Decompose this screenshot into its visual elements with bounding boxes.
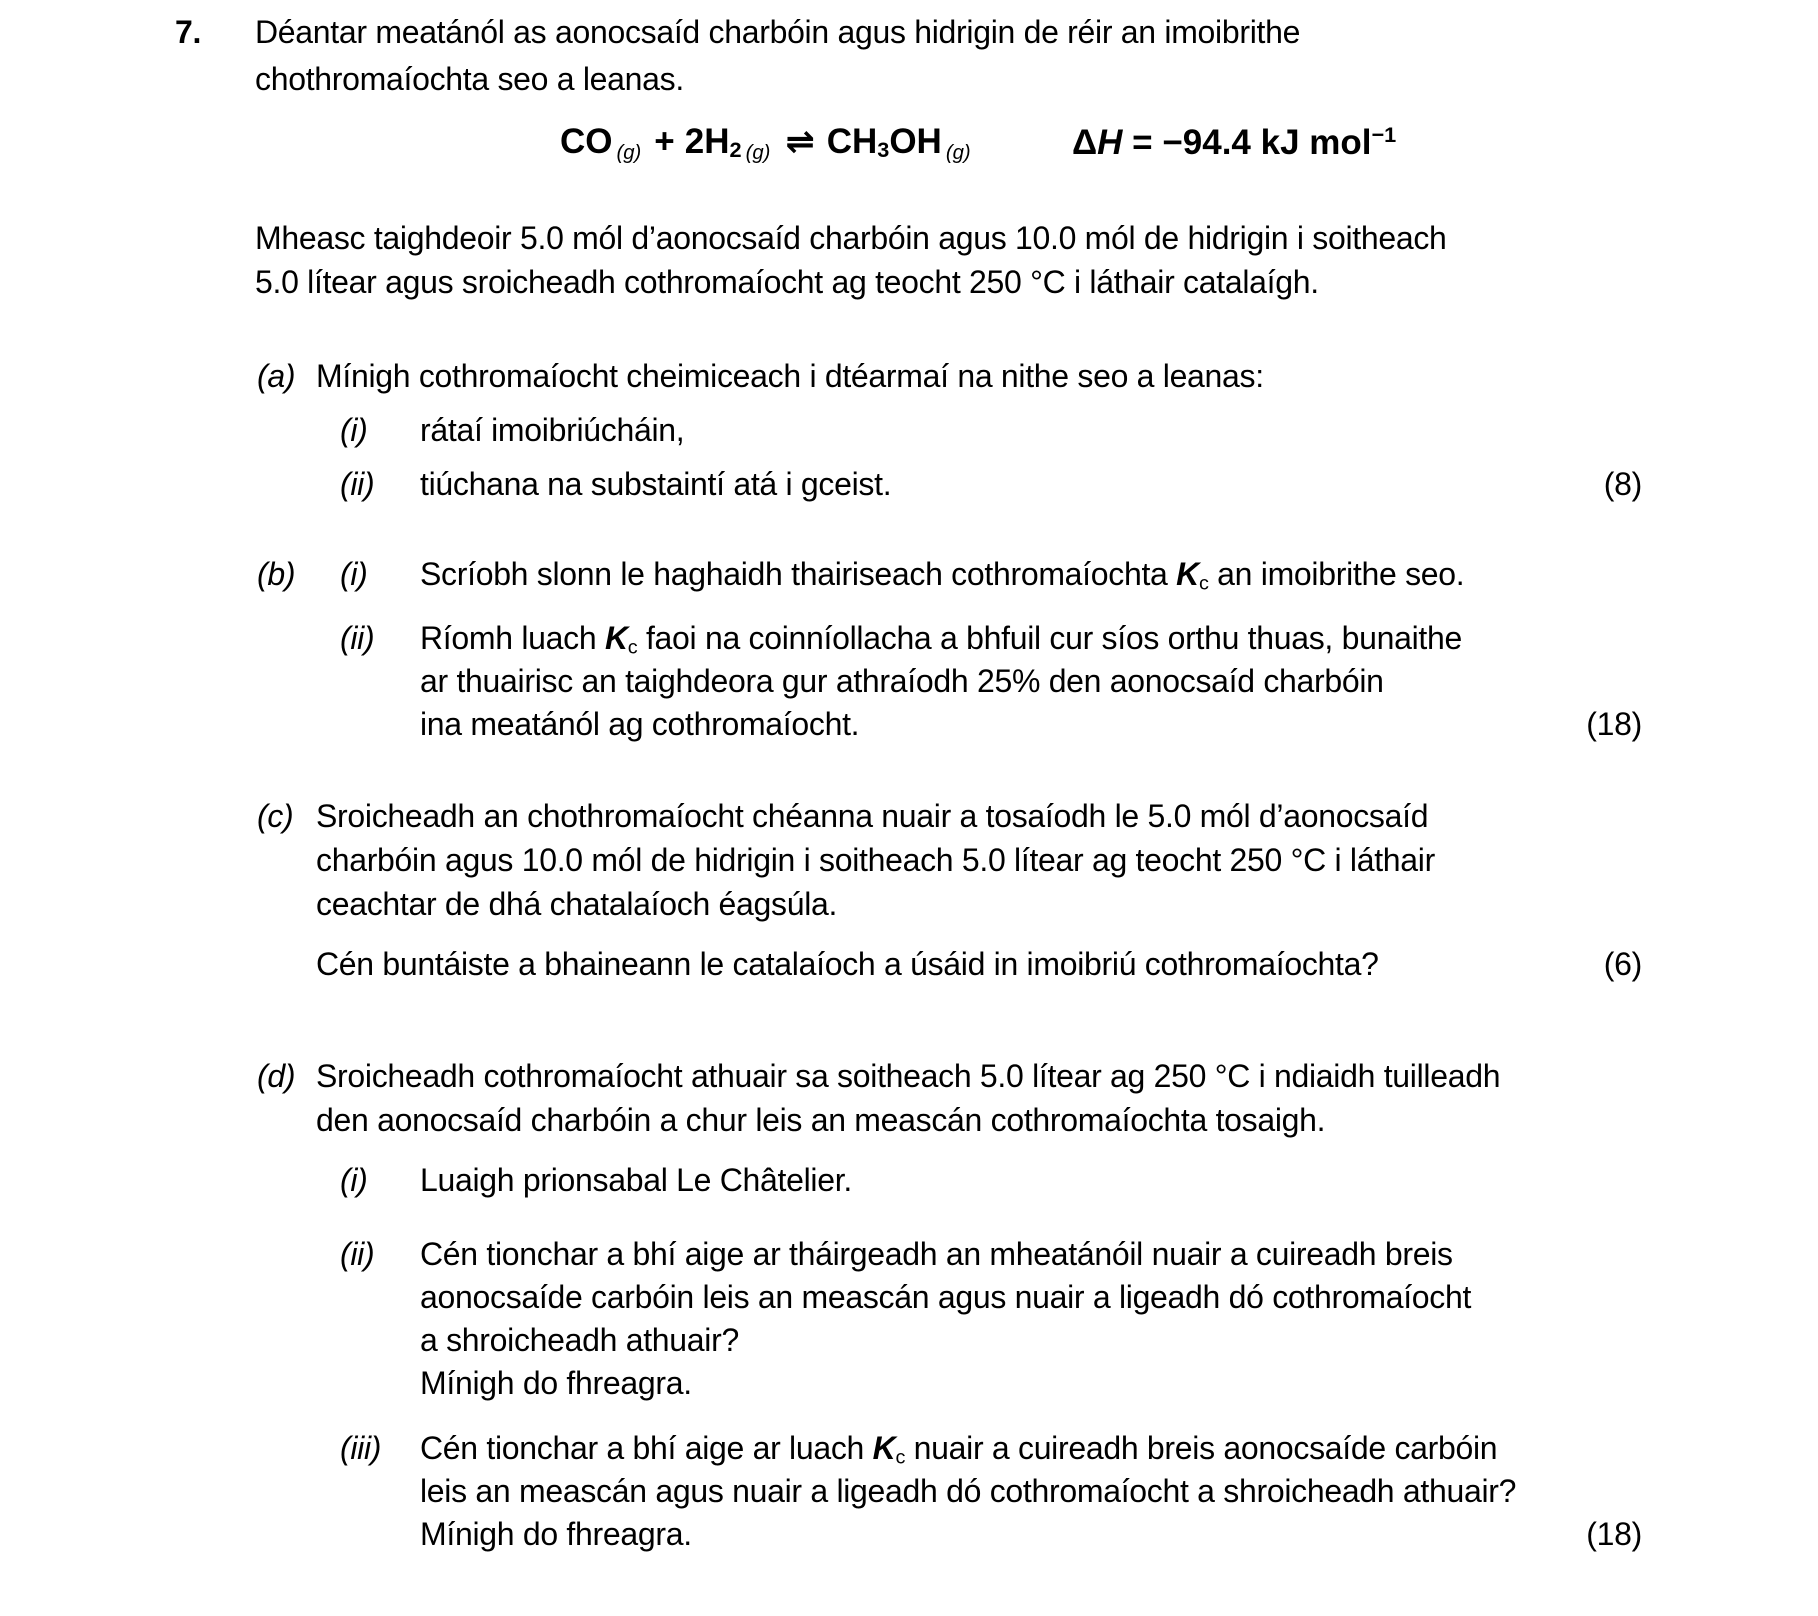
enthalpy-exponent: −1: [1371, 122, 1397, 147]
intro-line-1: Déantar meatánól as aonocsaíd charbóin agus hidrigin de réir an imoibrithe: [255, 14, 1301, 50]
part-b-item-ii-line-3: ina meatánól ag cothromaíocht.: [420, 706, 860, 742]
part-a-item-ii-row: [0, 466, 1818, 512]
item-text-segment: Scríobh slonn le haghaidh thairiseach cothromaíochta: [420, 556, 1177, 592]
enthalpy-expression: [1072, 122, 1396, 163]
part-d-item-ii-line-1: Cén tionchar a bhí aige ar tháirgeadh an mheatánóil nuair a cuireadh breis: [420, 1236, 1453, 1272]
part-d-item-iii-row-3: [0, 1516, 1818, 1562]
part-d-item-iii-label: (iii): [340, 1430, 382, 1466]
part-d-label: (d): [257, 1058, 296, 1094]
equilibrium-arrow-icon: ⇌: [785, 122, 815, 162]
part-d-item-iii-line-3: Mínigh do fhreagra.: [420, 1516, 692, 1552]
part-c-line-1: Sroicheadh an chothromaíocht chéanna nuair a tosaíodh le 5.0 mól d’aonocsaíd: [316, 798, 1429, 834]
part-a-stem: Mínigh cothromaíocht cheimiceach i dtéarmaí na nithe seo a leanas:: [316, 358, 1264, 394]
part-b-item-ii-row-3: [0, 706, 1818, 752]
part-c-row-3: [0, 886, 1818, 932]
marks-badge-part-c: (6): [1603, 946, 1642, 982]
scenario-line-2: 5.0 lítear agus sroicheadh cothromaíocht ag teocht 250 °C i láthair catalaígh.: [255, 264, 1319, 300]
part-b-item-ii-line-2: ar thuairisc an taighdeora gur athraíodh 25% den aonocsaíd charbóin: [420, 663, 1384, 699]
kc-symbol: K: [872, 1430, 896, 1466]
question-number: 7.: [175, 14, 202, 50]
part-c-row-1: [0, 798, 1818, 844]
item-text-segment: nuair a cuireadh breis aonocsaíde carbóin: [905, 1430, 1498, 1466]
part-b-item-i-text: [420, 556, 1464, 595]
item-text-segment: faoi na coinníollacha a bhfuil cur síos orthu thuas, bunaithe: [637, 620, 1462, 656]
part-d-item-iii-line-2: leis an meascán agus nuair a ligeadh dó cothromaíocht a shroicheadh athuair?: [420, 1473, 1517, 1509]
enthalpy-value: = −94.4 kJ mol: [1122, 122, 1372, 162]
equation-product-ch: CH: [826, 122, 878, 161]
part-d-line-2: den aonocsaíd charbóin a chur leis an meascán cothromaíochta tosaigh.: [316, 1102, 1326, 1138]
part-d-item-i-row: [0, 1162, 1818, 1208]
marks-badge-part-d: (18): [1586, 1516, 1642, 1552]
part-a-row: [0, 358, 1818, 404]
part-d-item-ii-row-4: [0, 1365, 1818, 1411]
equation-reactant-co: CO: [560, 122, 613, 161]
part-d-item-iii-row-1: [0, 1430, 1818, 1476]
intro-line-2: chothromaíochta seo a leanas.: [255, 61, 684, 97]
part-d-item-i-text: Luaigh prionsabal Le Châtelier.: [420, 1162, 852, 1198]
part-b-item-i-row: [0, 556, 1818, 602]
part-d-item-i-label: (i): [340, 1162, 368, 1198]
scenario-row-2: [0, 264, 1818, 310]
part-d-row-2: [0, 1102, 1818, 1148]
part-c-question-row: [0, 946, 1818, 992]
part-b-item-i-label: (i): [340, 556, 368, 592]
part-d-item-ii-line-4: Mínigh do fhreagra.: [420, 1365, 692, 1401]
h2-subscript: 2: [729, 136, 742, 162]
ch3-subscript: 3: [877, 136, 890, 162]
item-i-label: (i): [340, 412, 368, 448]
marks-badge-part-b: (18): [1586, 706, 1642, 742]
part-d-item-ii-row-1: [0, 1236, 1818, 1282]
part-d-item-ii-row-2: [0, 1279, 1818, 1325]
item-text-segment: Cén tionchar a bhí aige ar luach: [420, 1430, 873, 1466]
part-a-item-i-row: [0, 412, 1818, 458]
question-intro-row-2: [0, 61, 1818, 107]
equation-product-oh: OH: [889, 122, 942, 161]
kc-symbol: K: [604, 620, 628, 656]
part-c-question: Cén buntáiste a bhaineann le catalaíoch a úsáid in imoibriú cothromaíochta?: [316, 946, 1379, 982]
part-c-row-2: [0, 842, 1818, 888]
item-text-segment: Ríomh luach: [420, 620, 605, 656]
part-d-line-1: Sroicheadh cothromaíocht athuair sa soitheach 5.0 lítear ag 250 °C i ndiaidh tuilleadh: [316, 1058, 1501, 1094]
kc-subscript: c: [895, 1446, 906, 1469]
part-b-item-ii-row-1: [0, 620, 1818, 666]
question-intro-row-1: [0, 14, 1818, 60]
part-c-label: (c): [257, 798, 294, 834]
part-b-label: (b): [257, 556, 296, 592]
state-symbol-g3: (g): [945, 141, 971, 164]
part-d-item-iii-line-1: [420, 1430, 1497, 1469]
part-d-row-1: [0, 1058, 1818, 1104]
item-text-segment: an imoibrithe seo.: [1208, 556, 1465, 592]
item-ii-label: (ii): [340, 466, 375, 502]
state-symbol-g2: (g): [745, 141, 771, 164]
part-b-item-ii-label: (ii): [340, 620, 375, 656]
item-i-text: rátaí imoibriúcháin,: [420, 412, 685, 448]
part-d-item-iii-row-2: [0, 1473, 1818, 1519]
part-d-item-ii-line-3: a shroicheadh athuair?: [420, 1322, 739, 1358]
chemical-equation-row: [0, 122, 1818, 168]
marks-badge-part-a: (8): [1603, 466, 1642, 502]
equation-reactant-h2: 2H: [684, 122, 730, 161]
part-d-item-ii-label: (ii): [340, 1236, 375, 1272]
enthalpy-symbol: H: [1097, 122, 1123, 162]
kc-symbol: K: [1176, 556, 1199, 592]
part-a-label: (a): [257, 358, 296, 394]
chemical-equation: [560, 122, 974, 165]
scenario-row-1: [0, 220, 1818, 266]
plus-sign: +: [654, 122, 675, 161]
kc-subscript: c: [1198, 572, 1209, 595]
scenario-line-1: Mheasc taighdeoir 5.0 mól d’aonocsaíd charbóin agus 10.0 mól de hidrigin i soitheach: [255, 220, 1447, 256]
part-c-line-3: ceachtar de dhá chatalaíoch éagsúla.: [316, 886, 838, 922]
part-c-line-2: charbóin agus 10.0 mól de hidrigin i soitheach 5.0 lítear ag teocht 250 °C i láthair: [316, 842, 1435, 878]
part-d-item-ii-line-2: aonocsaíde carbóin leis an meascán agus nuair a ligeadh dó cothromaíocht: [420, 1279, 1472, 1315]
state-symbol-g1: (g): [616, 141, 642, 164]
kc-subscript: c: [627, 636, 638, 659]
part-b-item-ii-line-1: [420, 620, 1462, 659]
delta-symbol: Δ: [1072, 122, 1098, 162]
item-ii-text: tiúchana na substaintí atá i gceist.: [420, 466, 892, 502]
part-b-item-ii-row-2: [0, 663, 1818, 709]
part-d-item-ii-row-3: [0, 1322, 1818, 1368]
